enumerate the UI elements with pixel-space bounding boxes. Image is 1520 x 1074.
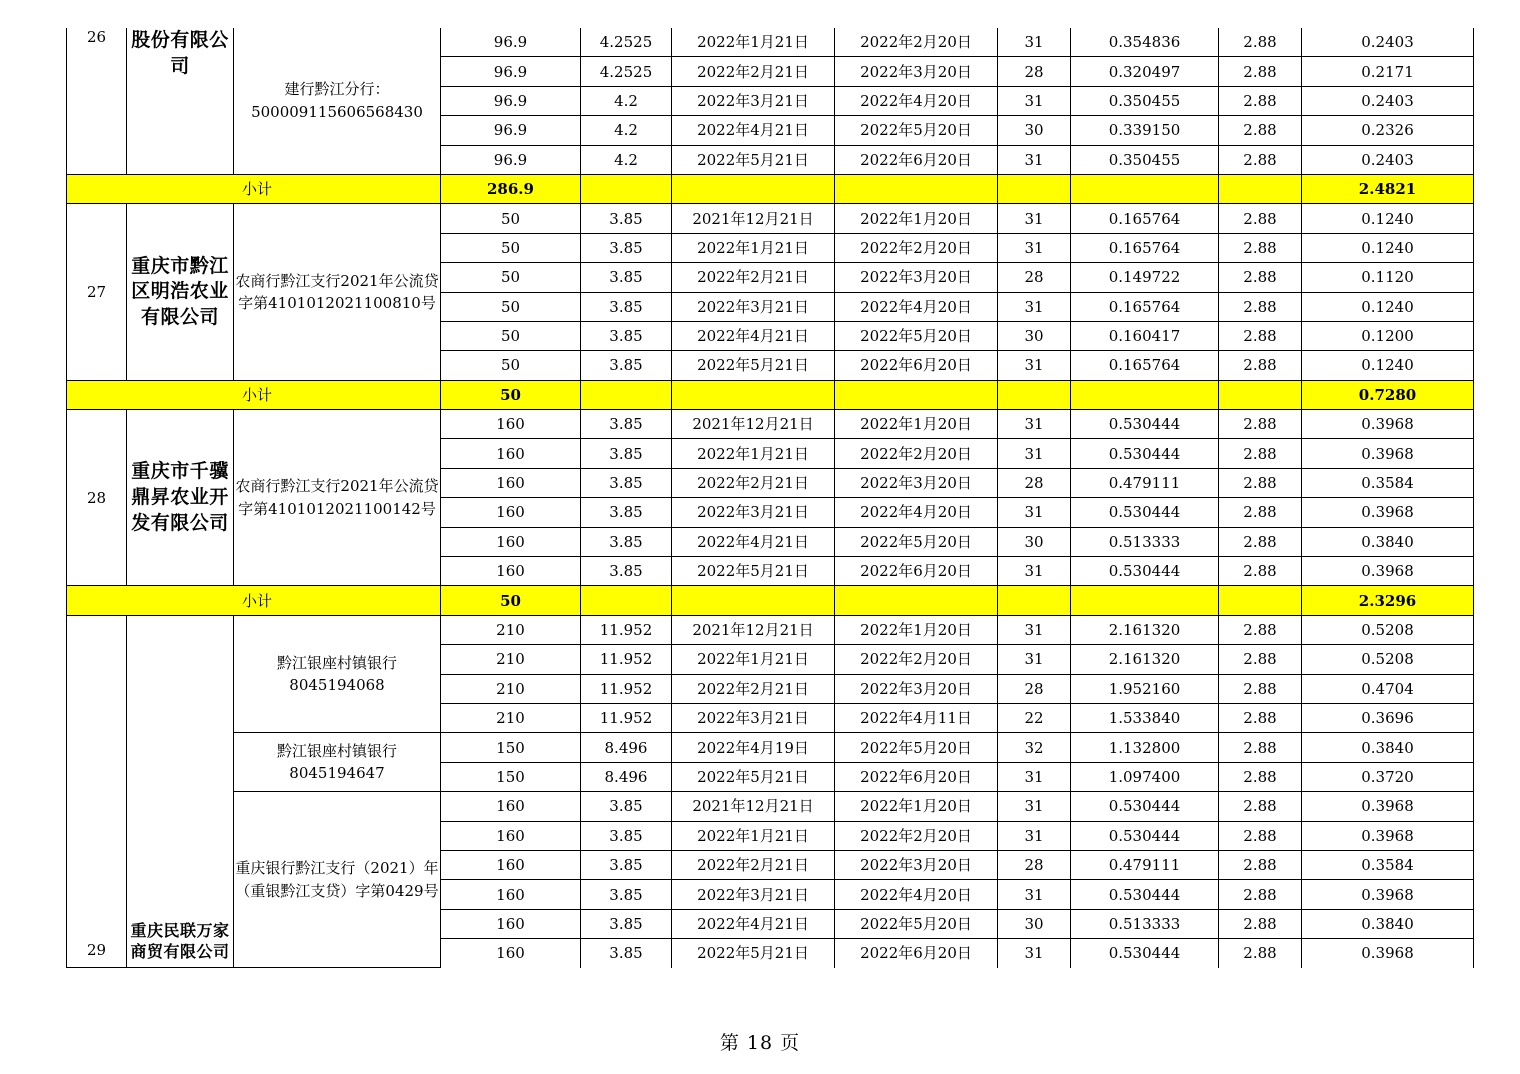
subtotal-label: 小计	[67, 380, 441, 409]
interest-cell: 0.530444	[1071, 939, 1219, 968]
bank-account: 黔江银座村镇银行8045194068	[234, 615, 441, 733]
end-date-cell: 2022年2月20日	[835, 821, 998, 850]
days-cell: 30	[998, 527, 1071, 556]
subsidy-cell: 0.1240	[1302, 204, 1474, 233]
subsidy-cell: 0.3584	[1302, 468, 1474, 497]
subsidy-cell: 0.1240	[1302, 292, 1474, 321]
subtotal-interest: 0.7280	[1302, 380, 1474, 409]
rate-cell: 3.85	[581, 880, 672, 909]
bank-account: 建行黔江分行：500009115606568430	[234, 28, 441, 174]
table-row	[67, 204, 1474, 233]
rate-cell: 3.85	[581, 792, 672, 821]
start-date-cell: 2022年2月21日	[672, 57, 835, 86]
end-date-cell: 2022年6月20日	[835, 557, 998, 586]
interest-cell: 0.165764	[1071, 292, 1219, 321]
days-cell: 31	[998, 233, 1071, 262]
end-date-cell: 2022年6月20日	[835, 351, 998, 380]
end-date-cell: 2022年5月20日	[835, 733, 998, 762]
principal-cell: 50	[441, 292, 581, 321]
subsidy-rate-cell: 2.88	[1219, 733, 1302, 762]
start-date-cell: 2022年3月21日	[672, 498, 835, 527]
subsidy-rate-cell: 2.88	[1219, 57, 1302, 86]
principal-cell: 160	[441, 939, 581, 968]
principal-cell: 50	[441, 263, 581, 292]
subsidy-cell: 0.2403	[1302, 145, 1474, 174]
rate-cell: 11.952	[581, 615, 672, 644]
empty-cell	[835, 174, 998, 203]
group-index: 26	[67, 28, 127, 174]
empty-cell	[998, 380, 1071, 409]
interest-cell: 0.149722	[1071, 263, 1219, 292]
subsidy-rate-cell: 2.88	[1219, 880, 1302, 909]
subsidy-cell: 0.1200	[1302, 321, 1474, 350]
principal-cell: 160	[441, 557, 581, 586]
start-date-cell: 2021年12月21日	[672, 204, 835, 233]
subsidy-cell: 0.3696	[1302, 703, 1474, 732]
start-date-cell: 2021年12月21日	[672, 410, 835, 439]
end-date-cell: 2022年6月20日	[835, 145, 998, 174]
subsidy-rate-cell: 2.88	[1219, 233, 1302, 262]
subsidy-rate-cell: 2.88	[1219, 909, 1302, 938]
interest-cell: 0.530444	[1071, 498, 1219, 527]
subsidy-rate-cell: 2.88	[1219, 263, 1302, 292]
subsidy-rate-cell: 2.88	[1219, 762, 1302, 791]
empty-cell	[998, 174, 1071, 203]
company-name: 重庆市黔江区明浩农业有限公司	[127, 204, 234, 380]
end-date-cell: 2022年6月20日	[835, 762, 998, 791]
rate-cell: 3.85	[581, 351, 672, 380]
days-cell: 31	[998, 762, 1071, 791]
rate-cell: 11.952	[581, 674, 672, 703]
empty-cell	[1219, 586, 1302, 615]
days-cell: 31	[998, 615, 1071, 644]
interest-cell: 0.339150	[1071, 116, 1219, 145]
rate-cell: 11.952	[581, 645, 672, 674]
subsidy-rate-cell: 2.88	[1219, 645, 1302, 674]
subtotal-label: 小计	[67, 586, 441, 615]
interest-cell: 2.161320	[1071, 615, 1219, 644]
subsidy-cell: 0.3720	[1302, 762, 1474, 791]
start-date-cell: 2021年12月21日	[672, 615, 835, 644]
interest-cell: 0.479111	[1071, 850, 1219, 879]
days-cell: 28	[998, 850, 1071, 879]
end-date-cell: 2022年1月20日	[835, 410, 998, 439]
empty-cell	[672, 586, 835, 615]
subsidy-rate-cell: 2.88	[1219, 351, 1302, 380]
start-date-cell: 2022年3月21日	[672, 292, 835, 321]
rate-cell: 3.85	[581, 321, 672, 350]
bank-account: 农商行黔江支行2021年公流贷字第4101012021100142号	[234, 410, 441, 586]
principal-cell: 160	[441, 439, 581, 468]
table-row	[67, 792, 1474, 821]
interest-cell: 0.530444	[1071, 880, 1219, 909]
end-date-cell: 2022年5月20日	[835, 116, 998, 145]
subsidy-cell: 0.3840	[1302, 527, 1474, 556]
end-date-cell: 2022年1月20日	[835, 615, 998, 644]
subsidy-cell: 0.1240	[1302, 351, 1474, 380]
days-cell: 22	[998, 703, 1071, 732]
subsidy-cell: 0.3840	[1302, 909, 1474, 938]
subsidy-rate-cell: 2.88	[1219, 116, 1302, 145]
subtotal-label: 小计	[67, 174, 441, 203]
subsidy-rate-cell: 2.88	[1219, 28, 1302, 57]
subtotal-row	[67, 380, 1474, 409]
subsidy-cell: 0.3968	[1302, 439, 1474, 468]
rate-cell: 4.2	[581, 145, 672, 174]
subtotal-principal: 50	[441, 380, 581, 409]
principal-cell: 150	[441, 762, 581, 791]
start-date-cell: 2022年5月21日	[672, 351, 835, 380]
interest-cell: 0.513333	[1071, 909, 1219, 938]
company-name: 重庆民联万家商贸有限公司	[127, 615, 234, 967]
rate-cell: 11.952	[581, 703, 672, 732]
rate-cell: 4.2	[581, 86, 672, 115]
subsidy-rate-cell: 2.88	[1219, 439, 1302, 468]
end-date-cell: 2022年2月20日	[835, 439, 998, 468]
empty-cell	[672, 380, 835, 409]
days-cell: 31	[998, 86, 1071, 115]
start-date-cell: 2022年2月21日	[672, 850, 835, 879]
end-date-cell: 2022年4月11日	[835, 703, 998, 732]
days-cell: 28	[998, 263, 1071, 292]
subsidy-cell: 0.3840	[1302, 733, 1474, 762]
rate-cell: 3.85	[581, 557, 672, 586]
rate-cell: 3.85	[581, 204, 672, 233]
principal-cell: 150	[441, 733, 581, 762]
interest-cell: 0.320497	[1071, 57, 1219, 86]
end-date-cell: 2022年2月20日	[835, 28, 998, 57]
empty-cell	[1071, 380, 1219, 409]
subtotal-principal: 50	[441, 586, 581, 615]
subsidy-cell: 0.3968	[1302, 792, 1474, 821]
start-date-cell: 2022年4月21日	[672, 527, 835, 556]
end-date-cell: 2022年1月20日	[835, 204, 998, 233]
rate-cell: 3.85	[581, 498, 672, 527]
subtotal-row	[67, 586, 1474, 615]
end-date-cell: 2022年4月20日	[835, 86, 998, 115]
start-date-cell: 2022年1月21日	[672, 821, 835, 850]
start-date-cell: 2022年1月21日	[672, 28, 835, 57]
start-date-cell: 2022年4月21日	[672, 116, 835, 145]
rate-cell: 8.496	[581, 762, 672, 791]
start-date-cell: 2021年12月21日	[672, 792, 835, 821]
subsidy-cell: 0.3968	[1302, 498, 1474, 527]
interest-cell: 0.350455	[1071, 86, 1219, 115]
rate-cell: 3.85	[581, 410, 672, 439]
start-date-cell: 2022年3月21日	[672, 703, 835, 732]
principal-cell: 50	[441, 351, 581, 380]
principal-cell: 160	[441, 498, 581, 527]
principal-cell: 160	[441, 527, 581, 556]
end-date-cell: 2022年4月20日	[835, 880, 998, 909]
principal-cell: 160	[441, 792, 581, 821]
rate-cell: 3.85	[581, 263, 672, 292]
days-cell: 32	[998, 733, 1071, 762]
subsidy-rate-cell: 2.88	[1219, 321, 1302, 350]
bank-account: 黔江银座村镇银行8045194647	[234, 733, 441, 792]
start-date-cell: 2022年3月21日	[672, 880, 835, 909]
subsidy-cell: 0.3968	[1302, 939, 1474, 968]
rate-cell: 3.85	[581, 292, 672, 321]
end-date-cell: 2022年5月20日	[835, 909, 998, 938]
interest-cell: 0.530444	[1071, 821, 1219, 850]
principal-cell: 210	[441, 615, 581, 644]
principal-cell: 210	[441, 645, 581, 674]
subsidy-rate-cell: 2.88	[1219, 557, 1302, 586]
end-date-cell: 2022年3月20日	[835, 850, 998, 879]
principal-cell: 96.9	[441, 57, 581, 86]
table-row	[67, 410, 1474, 439]
subtotal-principal: 286.9	[441, 174, 581, 203]
interest-cell: 0.530444	[1071, 439, 1219, 468]
interest-cell: 1.132800	[1071, 733, 1219, 762]
days-cell: 31	[998, 28, 1071, 57]
interest-cell: 0.530444	[1071, 410, 1219, 439]
interest-cell: 0.165764	[1071, 233, 1219, 262]
days-cell: 31	[998, 645, 1071, 674]
start-date-cell: 2022年2月21日	[672, 468, 835, 497]
subsidy-rate-cell: 2.88	[1219, 410, 1302, 439]
end-date-cell: 2022年3月20日	[835, 57, 998, 86]
end-date-cell: 2022年5月20日	[835, 321, 998, 350]
subtotal-interest: 2.3296	[1302, 586, 1474, 615]
days-cell: 28	[998, 468, 1071, 497]
empty-cell	[581, 380, 672, 409]
interest-subsidy-table	[66, 28, 1474, 968]
end-date-cell: 2022年4月20日	[835, 292, 998, 321]
end-date-cell: 2022年6月20日	[835, 939, 998, 968]
subsidy-cell: 0.3968	[1302, 821, 1474, 850]
empty-cell	[581, 586, 672, 615]
interest-cell: 0.513333	[1071, 527, 1219, 556]
subsidy-rate-cell: 2.88	[1219, 792, 1302, 821]
empty-cell	[1219, 380, 1302, 409]
principal-cell: 210	[441, 703, 581, 732]
rate-cell: 3.85	[581, 439, 672, 468]
subsidy-cell: 0.3968	[1302, 880, 1474, 909]
subsidy-cell: 0.2171	[1302, 57, 1474, 86]
end-date-cell: 2022年4月20日	[835, 498, 998, 527]
interest-cell: 0.530444	[1071, 557, 1219, 586]
end-date-cell: 2022年2月20日	[835, 645, 998, 674]
days-cell: 31	[998, 498, 1071, 527]
days-cell: 31	[998, 145, 1071, 174]
rate-cell: 3.85	[581, 850, 672, 879]
days-cell: 31	[998, 410, 1071, 439]
empty-cell	[1219, 174, 1302, 203]
subsidy-cell: 0.3968	[1302, 410, 1474, 439]
end-date-cell: 2022年2月20日	[835, 233, 998, 262]
company-name: 股份有限公司	[127, 28, 234, 174]
interest-cell: 0.354836	[1071, 28, 1219, 57]
rate-cell: 4.2525	[581, 28, 672, 57]
subsidy-rate-cell: 2.88	[1219, 939, 1302, 968]
principal-cell: 160	[441, 821, 581, 850]
start-date-cell: 2022年5月21日	[672, 939, 835, 968]
principal-cell: 160	[441, 880, 581, 909]
empty-cell	[835, 586, 998, 615]
table-row	[67, 733, 1474, 762]
days-cell: 30	[998, 321, 1071, 350]
subsidy-rate-cell: 2.88	[1219, 527, 1302, 556]
subsidy-rate-cell: 2.88	[1219, 850, 1302, 879]
subsidy-rate-cell: 2.88	[1219, 498, 1302, 527]
days-cell: 31	[998, 939, 1071, 968]
principal-cell: 96.9	[441, 86, 581, 115]
subsidy-cell: 0.4704	[1302, 674, 1474, 703]
end-date-cell: 2022年3月20日	[835, 468, 998, 497]
principal-cell: 50	[441, 321, 581, 350]
days-cell: 28	[998, 57, 1071, 86]
subsidy-cell: 0.2326	[1302, 116, 1474, 145]
subtotal-interest: 2.4821	[1302, 174, 1474, 203]
interest-cell: 0.165764	[1071, 204, 1219, 233]
start-date-cell: 2022年5月21日	[672, 557, 835, 586]
company-name: 重庆市千骥鼎昇农业开发有限公司	[127, 410, 234, 586]
days-cell: 31	[998, 204, 1071, 233]
start-date-cell: 2022年5月21日	[672, 145, 835, 174]
end-date-cell: 2022年3月20日	[835, 263, 998, 292]
subsidy-rate-cell: 2.88	[1219, 821, 1302, 850]
subsidy-rate-cell: 2.88	[1219, 86, 1302, 115]
rate-cell: 8.496	[581, 733, 672, 762]
principal-cell: 160	[441, 410, 581, 439]
end-date-cell: 2022年5月20日	[835, 527, 998, 556]
bank-account: 农商行黔江支行2021年公流贷字第4101012021100810号	[234, 204, 441, 380]
days-cell: 31	[998, 821, 1071, 850]
principal-cell: 50	[441, 233, 581, 262]
interest-cell: 0.530444	[1071, 792, 1219, 821]
table-row	[67, 28, 1474, 57]
rate-cell: 3.85	[581, 909, 672, 938]
principal-cell: 160	[441, 468, 581, 497]
subsidy-rate-cell: 2.88	[1219, 468, 1302, 497]
start-date-cell: 2022年1月21日	[672, 645, 835, 674]
interest-cell: 1.952160	[1071, 674, 1219, 703]
start-date-cell: 2022年1月21日	[672, 439, 835, 468]
bank-account: 重庆银行黔江支行（2021）年（重银黔江支贷）字第0429号	[234, 792, 441, 968]
subsidy-rate-cell: 2.88	[1219, 145, 1302, 174]
subsidy-cell: 0.1120	[1302, 263, 1474, 292]
empty-cell	[835, 380, 998, 409]
subtotal-row	[67, 174, 1474, 203]
rate-cell: 3.85	[581, 233, 672, 262]
days-cell: 28	[998, 674, 1071, 703]
start-date-cell: 2022年2月21日	[672, 674, 835, 703]
subsidy-rate-cell: 2.88	[1219, 703, 1302, 732]
empty-cell	[672, 174, 835, 203]
end-date-cell: 2022年1月20日	[835, 792, 998, 821]
principal-cell: 96.9	[441, 145, 581, 174]
subsidy-cell: 0.5208	[1302, 645, 1474, 674]
interest-cell: 0.479111	[1071, 468, 1219, 497]
subsidy-cell: 0.2403	[1302, 86, 1474, 115]
interest-cell: 1.533840	[1071, 703, 1219, 732]
interest-cell: 2.161320	[1071, 645, 1219, 674]
rate-cell: 4.2525	[581, 57, 672, 86]
principal-cell: 96.9	[441, 116, 581, 145]
start-date-cell: 2022年4月21日	[672, 909, 835, 938]
interest-cell: 1.097400	[1071, 762, 1219, 791]
rate-cell: 3.85	[581, 939, 672, 968]
empty-cell	[1071, 586, 1219, 615]
days-cell: 31	[998, 880, 1071, 909]
start-date-cell: 2022年4月19日	[672, 733, 835, 762]
rate-cell: 4.2	[581, 116, 672, 145]
empty-cell	[581, 174, 672, 203]
subsidy-cell: 0.3584	[1302, 850, 1474, 879]
days-cell: 30	[998, 909, 1071, 938]
group-index: 29	[67, 615, 127, 967]
principal-cell: 96.9	[441, 28, 581, 57]
subsidy-cell: 0.1240	[1302, 233, 1474, 262]
subsidy-cell: 0.5208	[1302, 615, 1474, 644]
days-cell: 31	[998, 439, 1071, 468]
end-date-cell: 2022年3月20日	[835, 674, 998, 703]
interest-cell: 0.160417	[1071, 321, 1219, 350]
subsidy-cell: 0.3968	[1302, 557, 1474, 586]
start-date-cell: 2022年3月21日	[672, 86, 835, 115]
rate-cell: 3.85	[581, 821, 672, 850]
start-date-cell: 2022年5月21日	[672, 762, 835, 791]
days-cell: 31	[998, 557, 1071, 586]
rate-cell: 3.85	[581, 527, 672, 556]
group-index: 28	[67, 410, 127, 586]
empty-cell	[998, 586, 1071, 615]
empty-cell	[1071, 174, 1219, 203]
subsidy-rate-cell: 2.88	[1219, 674, 1302, 703]
start-date-cell: 2022年4月21日	[672, 321, 835, 350]
group-index: 27	[67, 204, 127, 380]
subsidy-cell: 0.2403	[1302, 28, 1474, 57]
subsidy-rate-cell: 2.88	[1219, 292, 1302, 321]
days-cell: 31	[998, 792, 1071, 821]
principal-cell: 160	[441, 909, 581, 938]
days-cell: 31	[998, 351, 1071, 380]
page-footer: 第 18 页	[719, 1032, 801, 1054]
rate-cell: 3.85	[581, 468, 672, 497]
start-date-cell: 2022年1月21日	[672, 233, 835, 262]
days-cell: 30	[998, 116, 1071, 145]
principal-cell: 210	[441, 674, 581, 703]
interest-cell: 0.350455	[1071, 145, 1219, 174]
subsidy-rate-cell: 2.88	[1219, 615, 1302, 644]
days-cell: 31	[998, 292, 1071, 321]
principal-cell: 50	[441, 204, 581, 233]
table-row	[67, 615, 1474, 644]
interest-cell: 0.165764	[1071, 351, 1219, 380]
start-date-cell: 2022年2月21日	[672, 263, 835, 292]
subsidy-rate-cell: 2.88	[1219, 204, 1302, 233]
principal-cell: 160	[441, 850, 581, 879]
